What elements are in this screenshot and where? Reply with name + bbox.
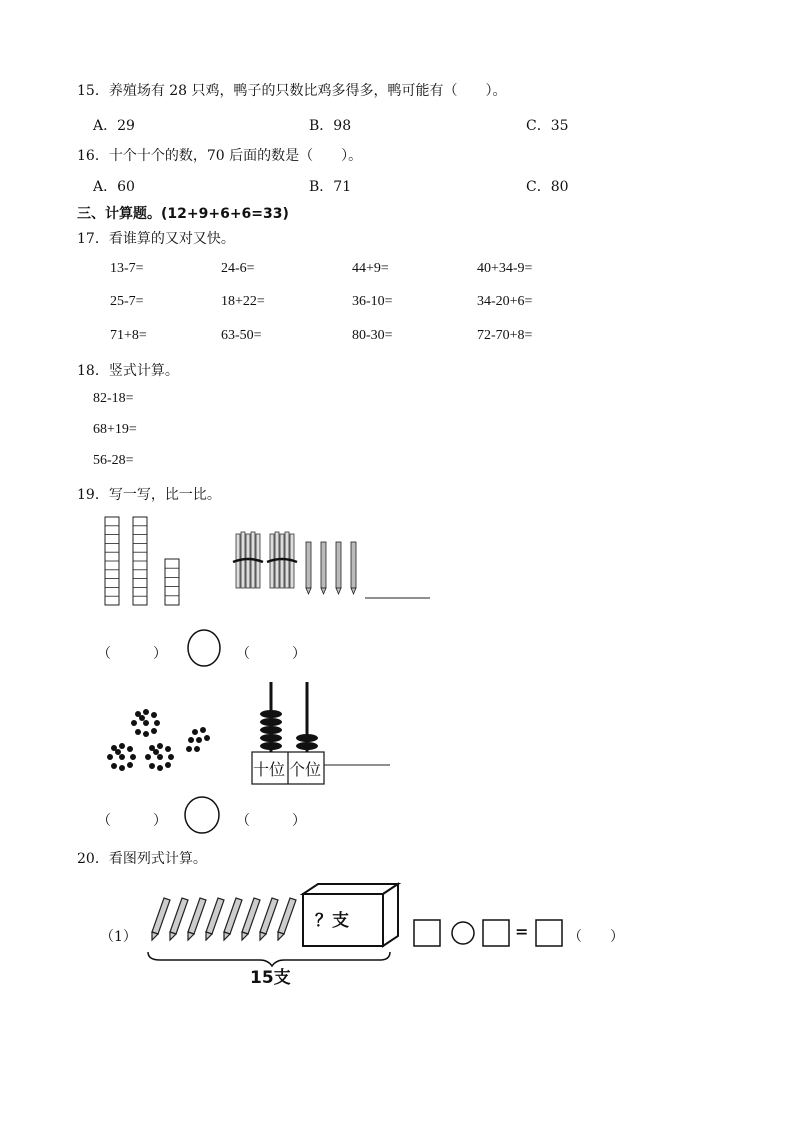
q20-sub1-label: （1） [100, 929, 137, 945]
q19-text: 19．写一写，比一比。 [77, 487, 221, 503]
q17-expr: 80-30= [352, 328, 393, 343]
section-3-title: 三、计算题。(12+9+6+6=33) [77, 206, 289, 222]
stick-bundles-figure [230, 520, 440, 610]
q17-text: 17．看谁算的又对又快。 [77, 231, 235, 247]
equation-shapes [412, 917, 572, 949]
q17-expr: 34-20+6= [477, 294, 533, 309]
q17-expr: 40+34-9= [477, 261, 533, 276]
compare-circle[interactable] [183, 795, 221, 835]
answer-square[interactable] [536, 920, 562, 946]
q16-option-b: B．71 [309, 179, 352, 195]
q20-text: 20．看图列式计算。 [77, 851, 207, 867]
abacus-tens-label: 十位 [253, 760, 286, 779]
box-label: ？支 [315, 911, 349, 931]
answer-paren[interactable]: （ ） [236, 646, 306, 662]
q17-expr: 63-50= [221, 328, 262, 343]
q17-expr: 72-70+8= [477, 328, 533, 343]
total-label: 15支 [250, 968, 291, 988]
q15-option-a: A．29 [93, 118, 135, 134]
q16-option-c: C．80 [526, 179, 569, 195]
operator-circle[interactable] [452, 922, 474, 944]
q17-expr: 25-7= [110, 294, 144, 309]
q17-expr: 44+9= [352, 261, 389, 276]
tens-blocks-figure [100, 512, 190, 612]
compare-circle[interactable] [186, 628, 222, 668]
q17-expr: 24-6= [221, 261, 255, 276]
q17-expr: 36-10= [352, 294, 393, 309]
q18-text: 18．竖式计算。 [77, 363, 179, 379]
q15-option-c: C．35 [526, 118, 569, 134]
q15-text: 15．养殖场有 28 只鸡，鸭子的只数比鸡多得多，鸭可能有（ ）。 [77, 83, 507, 99]
q16-text: 16．十个十个的数，70 后面的数是（ ）。 [77, 148, 363, 164]
q16-option-a: A．60 [93, 179, 135, 195]
answer-paren[interactable]: （ ） [236, 813, 306, 829]
q17-expr: 71+8= [110, 328, 147, 343]
answer-paren[interactable]: （ ） [97, 646, 167, 662]
answer-paren[interactable]: （ ） [568, 929, 624, 945]
q17-expr: 13-7= [110, 261, 144, 276]
abacus-ones-label: 个位 [289, 760, 322, 779]
answer-square[interactable] [483, 920, 509, 946]
q18-expr: 82-18= [93, 391, 134, 406]
answer-square[interactable] [414, 920, 440, 946]
equals-sign: = [515, 922, 529, 941]
q17-expr: 18+22= [221, 294, 265, 309]
q18-expr: 68+19= [93, 422, 137, 437]
q15-option-b: B．98 [309, 118, 352, 134]
answer-paren[interactable]: （ ） [97, 813, 167, 829]
dot-groups-figure [100, 700, 220, 780]
q18-expr: 56-28= [93, 453, 134, 468]
